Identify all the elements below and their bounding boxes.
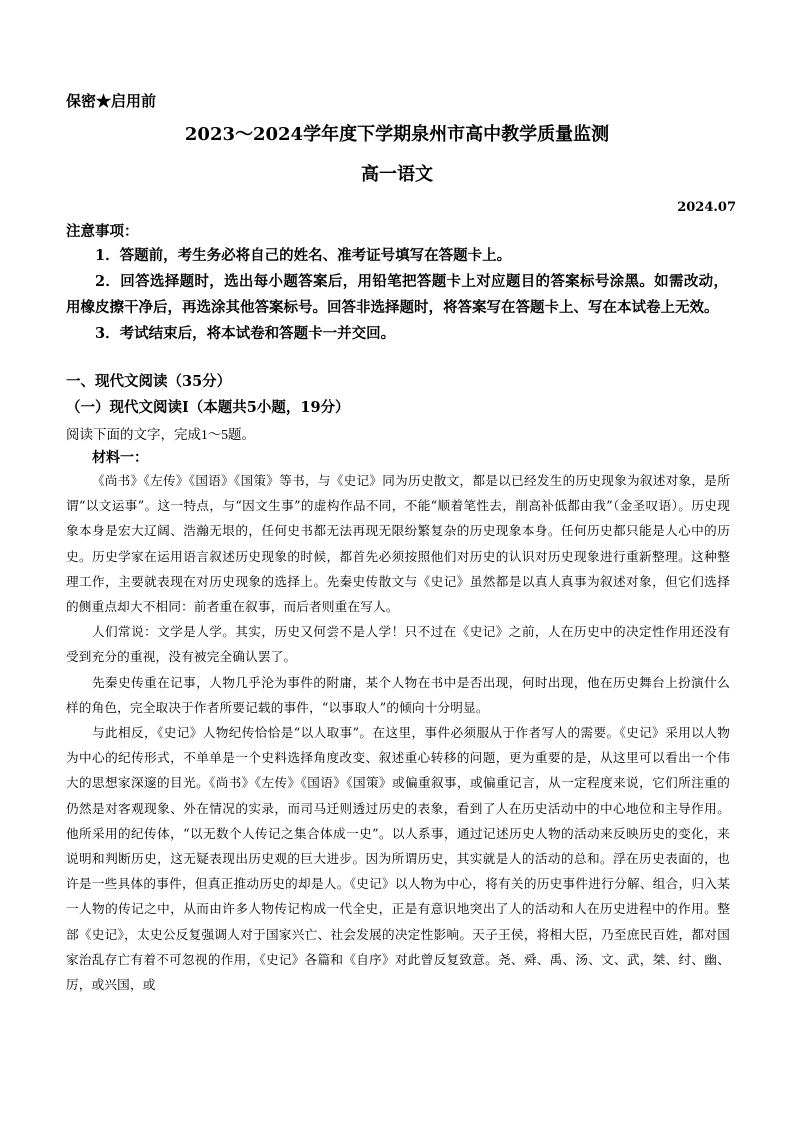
notice-item: 2．回答选择题时，选出每小题答案后，用铅笔把答题卡上对应题目的答案标号涂黑。如需改动，用橡皮擦干净后，再选涂其他答案标号。回答非选择题时，将答案写在答题卡上、写在本试卷上无效。 bbox=[66, 273, 728, 316]
confidential-label: 保密★启用前 bbox=[66, 92, 157, 110]
exam-title: 2023～2024学年度下学期泉州市高中教学质量监测 bbox=[184, 124, 610, 145]
passage-paragraph: 人们常说：文学是人学。其实，历史又何尝不是人学！只不过在《史记》之前，人在历史中的决定性作用还没有受到充分的重视，没有被完全确认罢了。 bbox=[66, 624, 730, 665]
section-heading: 一、现代文阅读（35分） bbox=[66, 373, 232, 390]
exam-date: 2024.07 bbox=[677, 200, 736, 215]
reading-passage bbox=[66, 468, 730, 997]
passage-paragraph: 先秦史传重在记事，人物几乎沦为事件的附庸，某个人物在书中是否出现，何时出现，他在历史舞台上扮演什么样的角色，完全取决于作者所要记载的事件，“以事取人”的倾向十分明显。 bbox=[66, 674, 730, 715]
notice-item: 3．考试结束后，将本试卷和答题卡一并交回。 bbox=[95, 325, 396, 342]
passage-paragraph: 与此相反，《史记》人物纪传恰恰是“以人取事”。在这里，事件必须服从于作者写人的需要。《史记》采用以人物为中心的纪传形式，不单单是一个史料选择角度改变、叙述重心转移的问题，更为重要的是，从这里可以看出一个伟大的思想家深邃的目光。《尚书》《左传》《国语》《国策》或偏重叙事，或偏重记言，从一定程度来说，它们所注重的仍然是对客观现象、外在情况的实录，而司马迁则透过历史的表象，看到了人在历史活动中的中心地位和主导作用。他所采用的纪传体，“以无数个人传记之集合体成一史”。以人系事，通过记述历史人物的活动来反映历史的变化，来说明和判断历史，这无疑表现出历史观的巨大进步。因为所谓历史，其实就是人的活动的总和。浮在历史表面的，也许是一些具体的事件，但真正推动历史的却是人。《史记》以人物为中心，将有关的历史事件进行分解、组合，归入某一人物的传记之中，从而由许多人物传记构成一代全史，正是有意识地突出了人的活动和人在历史进程中的作用。整部《史记》，太史公反复强调人对于国家兴亡、社会发展的决定性影响。天子王侯，将相大臣，乃至庶民百姓，都对国家治乱存亡有着不可忽视的作用，《史记》各篇和《自序》对此曾反复致意。尧、舜、禹、汤、文、武，桀、纣、幽、厉，或兴国，或 bbox=[66, 725, 730, 993]
notice-list bbox=[66, 243, 728, 347]
notice-item: 1．答题前，考生务必将自己的姓名、准考证号填写在答题卡上。 bbox=[95, 247, 512, 264]
reading-instruction: 阅读下面的文字，完成1～5题。 bbox=[66, 427, 255, 442]
subsection-heading: （一）现代文阅读Ⅰ（本题共5小题，19分） bbox=[66, 399, 350, 416]
subject-title: 高一语文 bbox=[361, 164, 433, 185]
passage-paragraph: 《尚书》《左传》《国语》《国策》等书，与《史记》同为历史散文，都是以已经发生的历史现象为叙述对象，是所谓“以文运事”。这一特点，与“因文生事”的虚构作品不同，不能“顺着笔性去，削高补低都由我”（金圣叹语）。历史现象本身是宏大辽阔、浩瀚无垠的，任何史书都无法再现无限纷繁复杂的历史现象本身。任何历史都只能是人心中的历史。历史学家在运用语言叙述历史现象的时候，都首先必须按照他们对历史的认识对历史现象进行重新整理。这种整理工作，主要就表现在对历史现象的选择上。先秦史传散文与《史记》虽然都是以真人真事为叙述对象，但它们选择的侧重点却大不相同：前者重在叙事，而后者则重在写人。 bbox=[66, 473, 730, 615]
material-label: 材料一： bbox=[92, 450, 148, 466]
notice-heading: 注意事项： bbox=[66, 223, 139, 240]
